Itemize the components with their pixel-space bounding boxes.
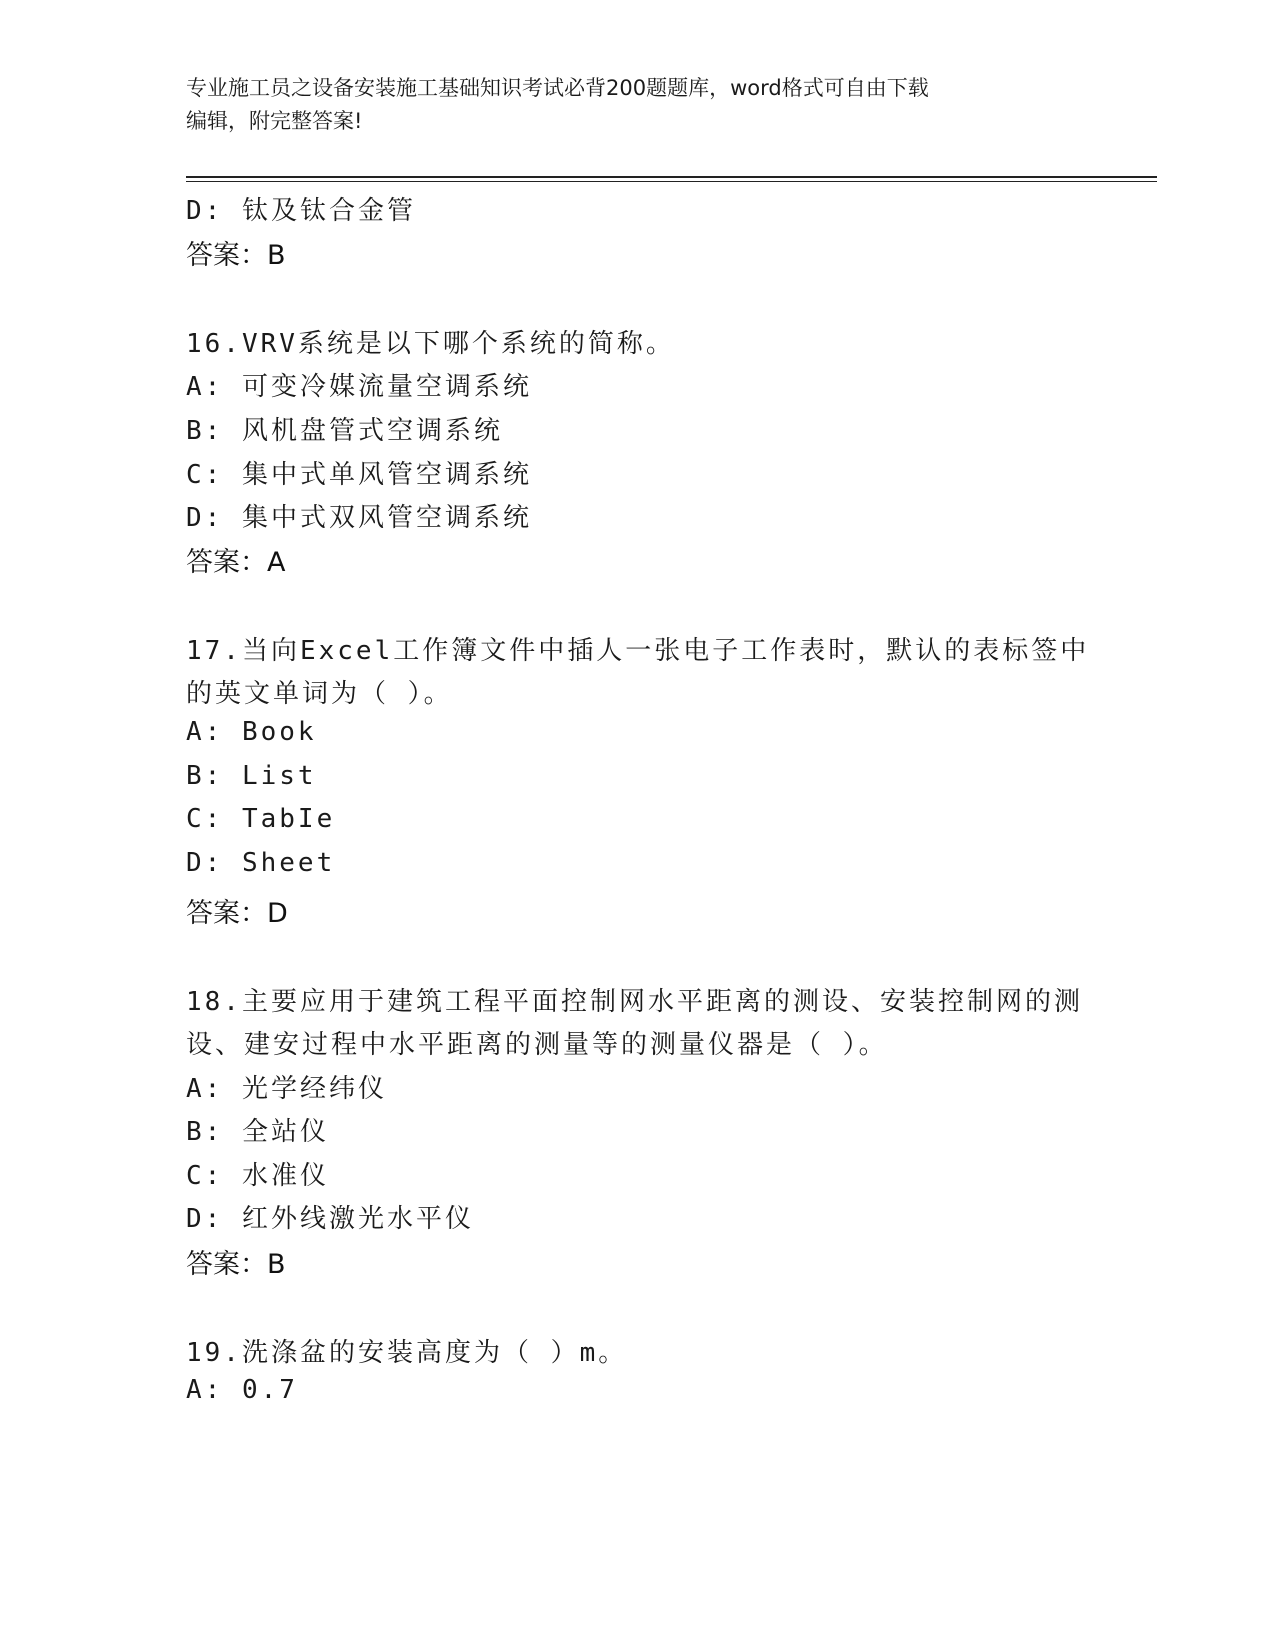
q17-stem-line-2: 的英文单词为（ ）。 xyxy=(186,679,453,709)
q18-option-c: C: 水准仪 xyxy=(186,1161,329,1191)
q17-option-a: A: Book xyxy=(186,717,317,747)
q18-option-d: D: 红外线激光水平仪 xyxy=(186,1204,474,1234)
q16-option-b: B: 风机盘管式空调系统 xyxy=(186,416,503,446)
document-header xyxy=(186,72,1086,138)
q17-option-d: D: Sheet xyxy=(186,848,336,878)
q16-option-a: A: 可变冷媒流量空调系统 xyxy=(186,372,532,402)
q18-stem-line-1: 18.主要应用于建筑工程平面控制网水平距离的测设、安装控制网的测 xyxy=(186,987,1083,1017)
q17-stem-line-1: 17.当向Excel工作簿文件中插人一张电子工作表时，默认的表标签中 xyxy=(186,636,1090,666)
prev-option-d: D: 钛及钛合金管 xyxy=(186,196,416,226)
q16-option-d: D: 集中式双风管空调系统 xyxy=(186,503,532,533)
q18-option-b: B: 全站仪 xyxy=(186,1117,329,1147)
header-divider-thin xyxy=(186,181,1157,182)
q19-option-a: A: 0.7 xyxy=(186,1375,298,1405)
header-divider-thick xyxy=(186,176,1157,178)
prev-answer: 答案：B xyxy=(186,240,286,271)
q18-stem-line-2: 设、建安过程中水平距离的测量等的测量仪器是（ ）。 xyxy=(186,1030,888,1060)
header-title-line-1: 专业施工员之设备安装施工基础知识考试必背200题题库，word格式可自由下载 xyxy=(186,76,929,100)
q18-option-a: A: 光学经纬仪 xyxy=(186,1074,387,1104)
q17-option-b: B: List xyxy=(186,761,317,791)
q19-stem: 19.洗涤盆的安装高度为（ ）m。 xyxy=(186,1338,628,1368)
q16-stem: 16.VRV系统是以下哪个系统的简称。 xyxy=(186,329,675,359)
q18-answer: 答案：B xyxy=(186,1249,286,1280)
header-title-line-2: 编辑，附完整答案! xyxy=(186,109,363,133)
q16-option-c: C: 集中式单风管空调系统 xyxy=(186,460,532,490)
q17-answer: 答案：D xyxy=(186,898,288,929)
q17-option-c: C: TabIe xyxy=(186,804,336,834)
q16-answer: 答案：A xyxy=(186,547,286,578)
